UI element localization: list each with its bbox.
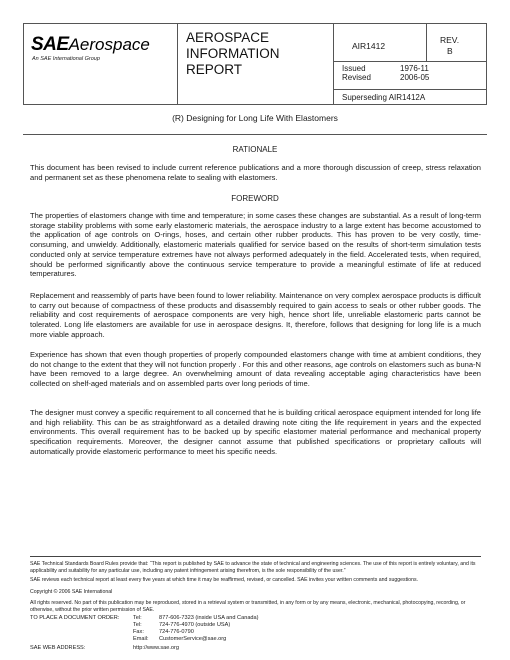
foreword-paragraph: Experience has shown that even though properties of properly compounded elastomers change with time at ambient conditions, they do not change to the extent that they will not function properly . For this and other reasons, age controls on elastomers such as buna-N have been removed to a large degree. An overwhelming amount of data revealing acceptable aging characteristics have been collected on shelf-aged materials and on assembled parts over long periods of time.	[30, 350, 481, 389]
order-label: TO PLACE A DOCUMENT ORDER:	[30, 615, 120, 621]
footer-divider	[30, 556, 481, 557]
document-type	[186, 30, 316, 78]
document-title: (R) Designing for Long Life With Elastomers	[172, 113, 338, 123]
issued-label: Issued	[342, 64, 366, 73]
foreword-paragraph: The properties of elastomers change with time and temperature; in some cases these changes are substantial. As a result of long-term storage stability problems with some early elastomeric materials, the aerospace industry to a large extent has become accustomed to the application of age controls on O-rings, hoses, and certain other rubber products. This has proven to be very costly, time-consuming, and unwieldy. Additionally, elastomeric materials qualified for service based on the results of short-term simulation tests conducted only at service temperature extremes have not always performed adequately in the field. Accelerated tests, when required, should be performed significantly above the continuous service temperature to provide a meaningful estimate of life at reduced temperatures.	[30, 211, 481, 279]
header-divider	[333, 24, 334, 104]
footer-rights-text: All rights reserved. No part of this publication may be reproduced, stored in a retrieval system or transmitted, in any form or by any means, electronic, mechanical, photocopying, recording, or otherwise, without the prior written permission of SAE.	[30, 600, 466, 613]
sae-aerospace-logo	[31, 35, 181, 69]
superseding-note: Superseding AIR1412A	[342, 93, 426, 102]
rationale-heading: RATIONALE	[232, 145, 278, 154]
document-type-line: INFORMATION	[186, 46, 280, 61]
logo-subtitle: An SAE International Group	[32, 56, 100, 62]
foreword-heading: FOREWORD	[231, 194, 279, 203]
order-contact-value: 877-606-7323 (inside USA and Canada)	[159, 615, 259, 621]
document-number: AIR1412	[352, 41, 386, 51]
foreword-paragraph: The designer must convey a specific requirement to all concerned that he is building critical aerospace equipment intended for long life and high reliability. This can be as straightforward as a detailed drawing note citing the life requirement in years and the expected environments. This overall requirement has to be backed up by specific elastomer material performance and mechanical property specification requirements. Moreover, the designer cannot assume that published specifications or proprietary callouts will automatically provide elastomeric performance to meet his specific needs.	[30, 408, 481, 456]
web-address-label: SAE WEB ADDRESS:	[30, 645, 86, 651]
document-type-line: AEROSPACE	[186, 30, 270, 45]
logo-sae-text: SAE	[31, 34, 69, 55]
revision-label: REV.	[440, 35, 460, 45]
web-address-link[interactable]: http://www.sae.org	[133, 645, 180, 651]
revised-label: Revised	[342, 73, 371, 82]
logo-aerospace-text: Aerospace	[68, 35, 150, 54]
revision-value: B	[447, 46, 453, 56]
header-divider	[333, 61, 487, 62]
order-contact-value: 724-776-4970 (outside USA)	[159, 622, 231, 628]
order-email-link[interactable]: CustomerService@sae.org	[159, 636, 227, 642]
order-contact-type: Fax:	[133, 629, 144, 635]
footer-rules-text: SAE Technical Standards Board Rules provide that: “This report is published by SAE to advance the state of technical and engineering sciences. The use of this report is entirely voluntary, and its applicability and suitability for any particular use, including any patent infringement arising therefrom, is the sole responsibility of the user.”	[30, 561, 476, 574]
order-contact-type: Email:	[133, 636, 149, 642]
document-type-line: REPORT	[186, 62, 243, 77]
header-divider	[426, 24, 427, 62]
issued-date: 1976-11	[400, 64, 429, 73]
rationale-paragraph: This document has been revised to include current reference publications and a more thorough discussion of creep, stress relaxation and permanent set as these phenomena relate to sealing with elastomers.	[30, 163, 481, 182]
footer-copyright: Copyright © 2006 SAE International	[30, 589, 113, 595]
footer-review-text: SAE reviews each technical report at least every five years at which time it may be reaffirmed, revised, or cancelled. SAE invites your written comments and suggestions.	[30, 577, 418, 583]
title-divider	[23, 134, 487, 135]
revised-date: 2006-05	[400, 73, 430, 82]
order-contact-value: 724-776-0790	[159, 629, 194, 635]
order-contact-type: Tel:	[133, 615, 142, 621]
header-divider	[333, 89, 487, 90]
foreword-paragraph: Replacement and reassembly of parts have been found to lower reliability. Maintenance on very complex aerospace products is difficult to carry out because of compactness of these products and disassembly required to gain access to seals or other rubber goods. The reliability and cost requirements of aerospace components are very high, hence short life, unreliable elastomeric parts cannot be tolerated. Long life elastomers are available for use in aerospace designs. It, therefore, follows that designing for long life is a much more viable approach.	[30, 291, 481, 339]
order-contact-type: Tel:	[133, 622, 142, 628]
